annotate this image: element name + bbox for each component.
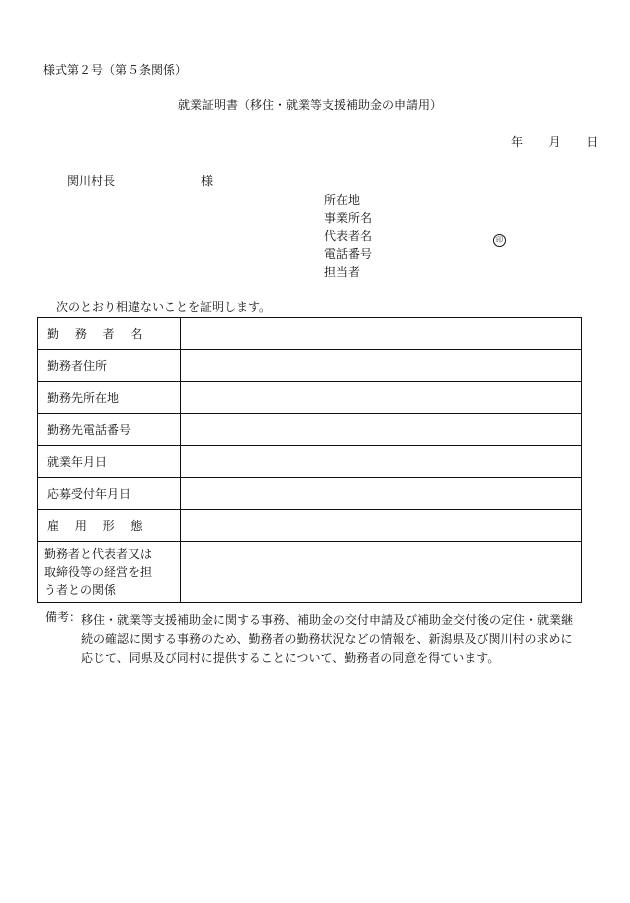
table-row-application-date: [38, 478, 582, 510]
table-row-worker-address: [38, 350, 582, 382]
table-row-workplace-location: [38, 382, 582, 414]
table-row-employment-date: [38, 446, 582, 478]
relationship-label-line: 取締役等の経営を担: [44, 565, 153, 579]
relationship-label-line: 勤務者と代表者又は: [44, 547, 153, 561]
employment-info-table: [37, 317, 582, 603]
workplace-location-label: 勤務先所在地: [38, 382, 181, 414]
note-line: 移住・就業等支援補助金に関する事務、補助金の交付申請及び補助金交付後の定住・就業継: [81, 613, 574, 627]
date-day-label: 日: [586, 135, 599, 149]
workplace-location-field[interactable]: [181, 382, 582, 414]
table-row-workplace-phone: [38, 414, 582, 446]
worker-name-field[interactable]: [181, 318, 582, 350]
addressee-name: 関川村長: [67, 174, 116, 188]
document-title: 就業証明書（移住・就業等支援補助金の申請用）: [178, 98, 443, 112]
employment-date-field[interactable]: [181, 446, 582, 478]
date-year-label: 年: [511, 135, 524, 149]
sender-representative-label: 代表者名: [324, 229, 373, 243]
relationship-label-line: う者との関係: [44, 583, 117, 597]
certification-statement: 次のとおり相違ないことを証明します。: [56, 300, 272, 314]
application-date-field[interactable]: [181, 478, 582, 510]
relationship-label: [38, 542, 181, 603]
note-line: 応じて、同県及び同村に提供することについて、勤務者の同意を得ています。: [81, 651, 500, 665]
addressee-honorific: 様: [201, 174, 214, 188]
seal-mark-icon: 印: [493, 234, 506, 247]
date-month-label: 月: [548, 135, 561, 149]
sender-location-label: 所在地: [324, 193, 361, 207]
worker-address-label: 勤務者住所: [38, 350, 181, 382]
workplace-phone-field[interactable]: [181, 414, 582, 446]
sender-company-label: 事業所名: [324, 211, 373, 225]
table-row-worker-name: [38, 318, 582, 350]
employment-type-label: 雇 用 形 態: [38, 510, 181, 542]
employment-type-field[interactable]: [181, 510, 582, 542]
sender-phone-label: 電話番号: [324, 247, 373, 261]
workplace-phone-label: 勤務先電話番号: [38, 414, 181, 446]
application-date-label: 応募受付年月日: [38, 478, 181, 510]
note-text: [81, 611, 587, 668]
worker-address-field[interactable]: [181, 350, 582, 382]
sender-contact-label: 担当者: [324, 265, 361, 279]
date-line: [511, 136, 598, 148]
table-row-employment-type: [38, 510, 582, 542]
employment-date-label: 就業年月日: [38, 446, 181, 478]
note-line: 続の確認に関する事務のため、勤務者の勤務状況などの情報を、新潟県及び関川村の求めに: [81, 632, 573, 646]
form-number: 様式第２号（第５条関係）: [43, 63, 188, 77]
note-label: 備考：: [45, 610, 82, 624]
table-row-relationship: [38, 542, 582, 603]
worker-name-label: 勤 務 者 名: [38, 318, 181, 350]
relationship-field[interactable]: [181, 542, 582, 603]
